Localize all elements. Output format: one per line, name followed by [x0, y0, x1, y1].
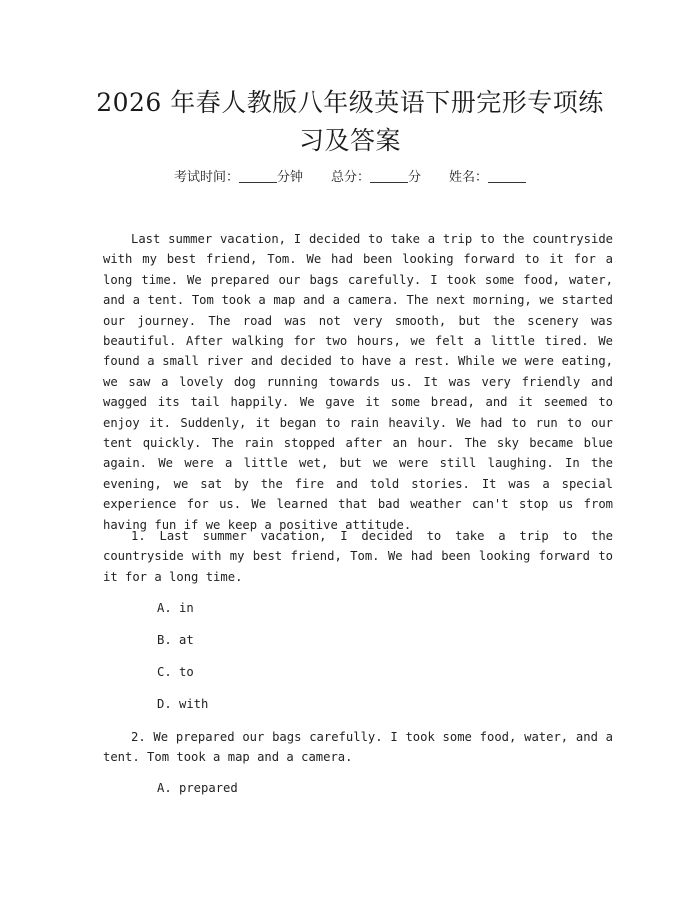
score-label: 总分：	[330, 170, 370, 185]
cloze-passage: Last summer vacation, I decided to take a trip to the countryside with my best friend, Tom. We had been looking forward to it for a long time. We prepared our bags carefully. I took some food, water, and a tent. Tom took a map and a camera. The next morning, we started our journey. The road was not very smooth, but the scenery was beautiful. After walking for two hours, we felt a little tired. We found a small river and decided to have a rest. While we were eating, we saw a lovely dog running towards us. It was very friendly and wagged its tail happily. We gave it some bread, and it seemed to enjoy it. Suddenly, it began to rain heavily. We had to run to our tent quickly. The rain stopped after an hour. The sky became blue again. We were a little wet, but we were still laughing. In the evening, we sat by the fire and told stories. It was a special experience for us. We learned that bad weather can't stop us from having fun if we keep a positive attitude.	[103, 232, 613, 532]
time-blank	[239, 170, 277, 183]
score-unit: 分	[408, 170, 422, 185]
time-unit: 分钟	[276, 170, 303, 185]
question-1-option-b: B. at	[157, 633, 194, 647]
title-line-2: 习及答案	[298, 126, 401, 155]
name-label: 姓名：	[449, 170, 489, 185]
question-1-option-d: D. with	[157, 697, 209, 711]
question-2-option-a: A. prepared	[157, 781, 238, 795]
question-1-option-c: C. to	[157, 665, 194, 679]
question-1-option-a: A. in	[157, 601, 194, 615]
question-1-stem: 1. Last summer vacation, I decided to take a trip to the countryside with my best friend, Tom. We had been looking forward to it for a long time.	[103, 529, 613, 584]
question-2-stem: 2. We prepared our bags carefully. I took some food, water, and a tent. Tom took a map and a camera.	[103, 730, 613, 765]
title-line-1: 2026 年春人教版八年级英语下册完形专项练	[96, 88, 604, 117]
exam-info-line	[0, 169, 700, 187]
page-title	[90, 84, 610, 160]
score-blank	[370, 170, 408, 183]
name-blank	[488, 170, 526, 183]
time-label: 考试时间：	[173, 170, 239, 185]
